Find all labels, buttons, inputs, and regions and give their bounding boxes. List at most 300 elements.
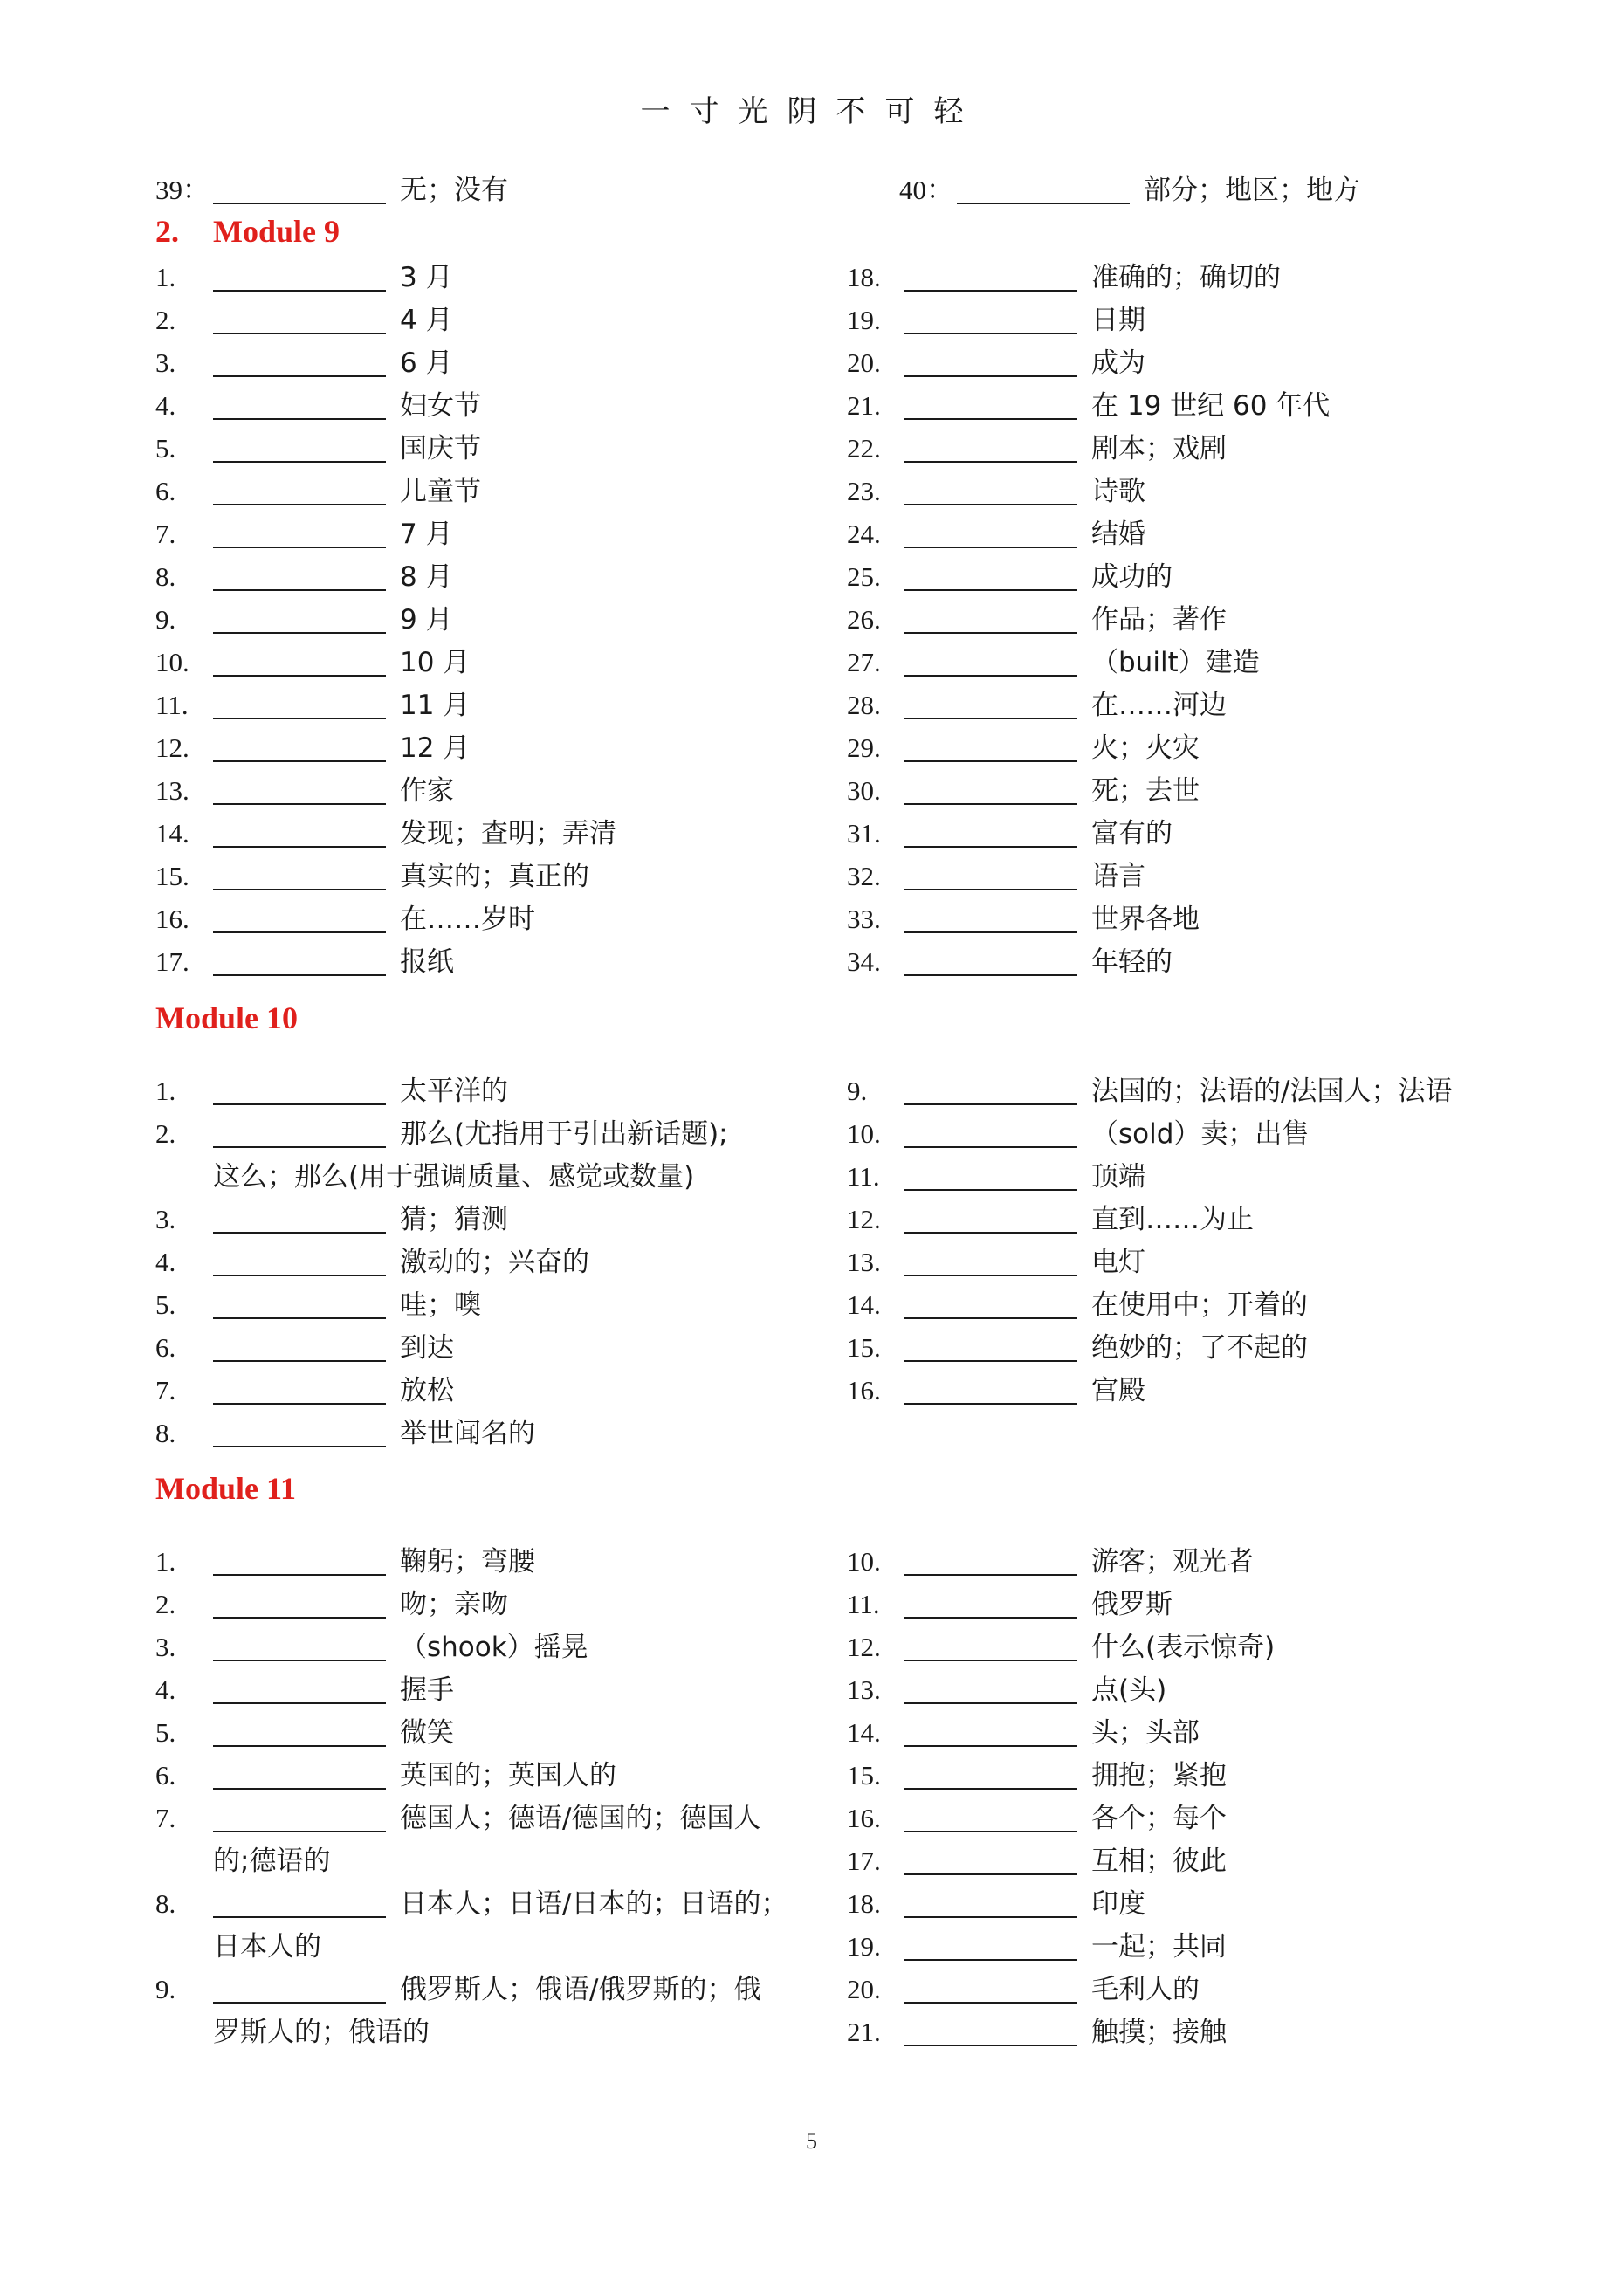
heading-number: 2. [155,214,179,249]
item-number: 1. [155,1076,176,1106]
answer-blank[interactable] [213,435,386,463]
answer-blank[interactable] [904,1804,1077,1832]
vocab-item [847,1756,1227,1795]
answer-blank[interactable] [213,1633,386,1661]
answer-blank[interactable] [904,1291,1077,1319]
item-meaning: 举世闻名的 [400,1418,535,1449]
item-meaning: 哇；噢 [400,1289,481,1321]
answer-blank[interactable] [213,1676,386,1704]
answer-blank[interactable] [904,1163,1077,1191]
item-number: 32. [847,861,881,891]
item-number: 27. [847,647,881,677]
item-meaning: 头；头部 [1091,1717,1200,1749]
item-number: 21. [847,2017,881,2047]
answer-blank[interactable] [213,1890,386,1918]
vocab-item [847,1842,1227,1880]
vocab-item [847,1928,1227,1966]
vocab-item [847,1286,1308,1324]
vocab-item [155,1970,760,2009]
vocab-item [847,772,1200,810]
item-meaning: 在……河边 [1091,690,1227,721]
vocab-item [155,772,454,810]
item-meaning: 到达 [400,1332,454,1364]
item-meaning: 俄罗斯 [1091,1589,1173,1620]
item-number: 19. [847,305,881,335]
answer-blank[interactable] [213,1548,386,1576]
item-number: 25. [847,561,881,592]
vocab-item [847,301,1145,340]
item-number: 10. [847,1546,881,1577]
item-meaning: 妇女节 [400,390,481,422]
item-number: 40： [899,175,953,205]
item-meaning: 6 月 [400,347,453,379]
item-meaning: 成为 [1091,347,1145,379]
item-meaning: 顶端 [1091,1161,1145,1193]
answer-blank[interactable] [904,1633,1077,1661]
item-number: 3. [155,1204,176,1234]
answer-blank[interactable] [213,1120,386,1148]
vocab-item [847,1329,1308,1367]
module-heading [155,998,298,1038]
answer-blank[interactable] [213,1334,386,1362]
vocab-item [847,1970,1200,2009]
answer-blank[interactable] [213,948,386,976]
vocab-item [155,943,454,981]
item-number: 16. [155,904,189,934]
vocab-item [155,1243,589,1282]
item-meaning: 印度 [1091,1888,1145,1920]
item-meaning: 结婚 [1091,519,1145,550]
item-meaning: 猜；猜测 [400,1204,508,1235]
answer-blank[interactable] [904,2018,1077,2046]
answer-blank[interactable] [904,948,1077,976]
item-number: 5. [155,1717,176,1748]
answer-blank[interactable] [213,563,386,591]
item-meaning: 宫殿 [1091,1375,1145,1406]
item-meaning: 剧本；戏剧 [1091,433,1227,464]
item-number: 15. [155,861,189,891]
item-meaning: 互相；彼此 [1091,1846,1227,1877]
item-number: 21. [847,390,881,421]
item-meaning: 报纸 [400,946,454,978]
answer-blank[interactable] [213,1248,386,1276]
item-meaning-continued: 这么；那么(用于强调质量、感觉或数量) [213,1161,695,1193]
answer-blank[interactable] [904,1976,1077,2004]
item-number: 8. [155,1418,176,1448]
item-number: 7. [155,1375,176,1406]
item-meaning: 激动的；兴奋的 [400,1247,589,1278]
answer-blank[interactable] [904,1847,1077,1875]
vocab-item [847,1628,1275,1667]
item-meaning: 11 月 [400,690,471,721]
item-number: 18. [847,1888,881,1919]
answer-blank[interactable] [213,1719,386,1747]
vocab-item [155,1414,535,1453]
page-header: 一寸光阴不可轻 [640,94,983,129]
item-meaning: 年轻的 [1091,946,1173,978]
item-number: 2. [155,305,176,335]
item-number: 20. [847,347,881,378]
vocab-item [155,515,453,553]
item-meaning: 英国的；英国人的 [400,1760,616,1791]
vocab-item [155,472,481,511]
item-meaning: 毛利人的 [1091,1974,1200,2005]
answer-blank[interactable] [213,734,386,762]
answer-blank[interactable] [213,349,386,377]
vocab-item [847,472,1145,511]
answer-blank[interactable] [904,392,1077,420]
vocab-item [847,857,1145,896]
answer-blank[interactable] [904,1762,1077,1790]
item-meaning: 国庆节 [400,433,481,464]
answer-blank[interactable] [213,777,386,805]
vocab-item [847,943,1173,981]
answer-blank[interactable] [213,478,386,505]
item-number: 3. [155,347,176,378]
vocab-item [155,558,453,596]
item-number: 17. [847,1846,881,1876]
item-number: 11. [155,690,189,720]
item-meaning: 一起；共同 [1091,1931,1227,1963]
vocab-item [847,601,1227,639]
item-number: 26. [847,604,881,635]
answer-blank[interactable] [904,734,1077,762]
item-number: 5. [155,1289,176,1320]
item-meaning: 太平洋的 [400,1076,508,1107]
item-number: 11. [847,1161,880,1192]
vocab-item [155,344,453,382]
answer-blank[interactable] [213,1420,386,1447]
vocab-item [847,1543,1254,1581]
item-meaning: 作家 [400,775,454,807]
answer-blank[interactable] [213,1804,386,1832]
vocab-item [847,1671,1166,1709]
vocab-item [155,686,470,725]
answer-blank[interactable] [213,264,386,292]
vocab-item [847,686,1227,725]
item-meaning: 触摸；接触 [1091,2017,1227,2048]
item-number: 18. [847,262,881,292]
item-meaning: 在……岁时 [400,904,535,935]
answer-blank[interactable] [904,264,1077,292]
vocab-item [847,900,1200,938]
item-meaning: 真实的；真正的 [400,861,589,892]
vocab-item [155,1585,508,1624]
answer-blank[interactable] [213,520,386,548]
vocab-item [155,1072,508,1110]
item-meaning-continued: 的;德语的 [213,1846,331,1877]
vocab-item [847,1158,1145,1196]
answer-blank[interactable] [213,1762,386,1790]
item-number: 20. [847,1974,881,2004]
answer-blank[interactable] [904,863,1077,890]
item-meaning: 放松 [400,1375,454,1406]
vocab-item [155,301,453,340]
vocab-item [847,1200,1254,1239]
item-meaning-continued: 罗斯人的；俄语的 [213,2017,430,2048]
item-number: 4. [155,1247,176,1277]
vocab-item [155,1543,535,1581]
answer-blank[interactable] [904,520,1077,548]
vocab-item [155,258,453,297]
item-meaning: 直到……为止 [1091,1204,1254,1235]
item-number: 31. [847,818,881,849]
item-meaning: 日期 [1091,305,1145,336]
vocab-item [155,387,481,425]
item-meaning: 火；火灾 [1091,732,1200,764]
vocab-item [155,1885,787,1923]
vocab-item [155,1671,454,1709]
vocab-item [155,1329,454,1367]
answer-blank[interactable] [213,306,386,334]
item-number: 19. [847,1931,881,1962]
vocab-item [847,2013,1227,2052]
item-meaning: 富有的 [1091,818,1173,849]
item-number: 14. [847,1717,881,1748]
item-meaning: 点(头) [1091,1674,1167,1706]
vocab-item [155,1200,508,1239]
item-meaning: 发现；查明；弄清 [400,818,616,849]
answer-blank[interactable] [904,1334,1077,1362]
item-meaning: 成功的 [1091,561,1173,593]
answer-blank[interactable] [904,606,1077,634]
answer-blank[interactable] [213,392,386,420]
vocab-item [155,1714,454,1752]
item-number: 5. [155,433,176,464]
answer-blank[interactable] [904,1933,1077,1961]
vocab-item [155,729,470,767]
answer-blank[interactable] [904,349,1077,377]
answer-blank[interactable] [213,649,386,677]
answer-blank[interactable] [904,1120,1077,1148]
answer-blank[interactable] [213,1976,386,2004]
item-number: 9. [155,1974,176,2004]
item-number: 34. [847,946,881,977]
vocab-item [847,1799,1227,1838]
vocab-item [155,900,535,938]
item-number: 12. [847,1632,881,1662]
item-number: 11. [847,1589,880,1619]
vocab-item [847,729,1200,767]
vocab-item [847,258,1281,297]
answer-blank[interactable] [904,478,1077,505]
vocab-item [155,857,589,896]
item-meaning: 8 月 [400,561,453,593]
module-heading [155,211,340,251]
vocab-item [155,815,616,853]
module-heading [155,1468,296,1509]
item-number: 6. [155,1760,176,1791]
item-meaning: 7 月 [400,519,453,550]
item-number: 13. [847,1674,881,1705]
page-number: 5 [806,2128,817,2154]
item-meaning: 那么(尤指用于引出新话题); [400,1118,728,1150]
item-number: 28. [847,690,881,720]
item-meaning: 部分；地区；地方 [1144,175,1360,206]
item-number: 10. [847,1118,881,1149]
item-meaning: 世界各地 [1091,904,1200,935]
item-number: 33. [847,904,881,934]
vocab-item [847,1371,1145,1410]
item-number: 10. [155,647,189,677]
item-meaning: 在 19 世纪 60 年代 [1091,390,1331,422]
vocab-item [847,1585,1173,1624]
answer-blank[interactable] [904,306,1077,334]
answer-blank[interactable] [904,1077,1077,1105]
vocab-item [155,601,453,639]
answer-blank[interactable] [213,176,386,204]
item-number: 7. [155,519,176,549]
item-number: 1. [155,262,176,292]
answer-blank[interactable] [904,905,1077,933]
item-meaning: 德国人；德语/德国的；德国人 [400,1803,761,1834]
answer-blank[interactable] [904,691,1077,719]
vocab-item [847,643,1260,682]
vocab-item [847,1115,1309,1153]
answer-blank[interactable] [213,1077,386,1105]
vocab-item [155,1799,760,1838]
item-meaning: 绝妙的；了不起的 [1091,1332,1308,1364]
answer-blank[interactable] [213,1591,386,1619]
item-number: 14. [155,818,189,849]
item-meaning: （built）建造 [1091,647,1260,678]
vocab-item [847,387,1330,425]
item-number: 6. [155,476,176,506]
answer-blank[interactable] [957,176,1130,204]
item-number: 8. [155,1888,176,1919]
item-number: 4. [155,1674,176,1705]
item-number: 13. [155,775,189,806]
vocab-item [155,1286,481,1324]
item-number: 12. [155,732,189,763]
item-meaning: 死；去世 [1091,775,1200,807]
item-meaning: 9 月 [400,604,453,636]
vocab-item [847,515,1145,553]
item-number: 15. [847,1760,881,1791]
item-meaning: 日本人；日语/日本的；日语的； [400,1888,788,1920]
item-meaning: （shook）摇晃 [400,1632,588,1663]
item-meaning: 无；没有 [400,175,508,206]
item-number: 23. [847,476,881,506]
item-meaning: 语言 [1091,861,1145,892]
answer-blank[interactable] [213,820,386,848]
item-meaning: 电灯 [1091,1247,1145,1278]
item-meaning: 俄罗斯人；俄语/俄罗斯的；俄 [400,1974,761,2005]
item-meaning: 10 月 [400,647,471,678]
item-number: 13. [847,1247,881,1277]
answer-blank[interactable] [904,1676,1077,1704]
item-meaning: 鞠躬；弯腰 [400,1546,535,1578]
module-title: Module 11 [155,1471,297,1506]
item-meaning: 吻；亲吻 [400,1589,508,1620]
answer-blank[interactable] [213,1206,386,1234]
item-number: 16. [847,1375,881,1406]
item-number: 17. [155,946,189,977]
item-number: 7. [155,1803,176,1833]
vocab-item [847,558,1173,596]
item-meaning: 拥抱；紧抱 [1091,1760,1227,1791]
item-number: 1. [155,1546,176,1577]
vocab-item [155,430,481,468]
answer-blank[interactable] [213,1291,386,1319]
vocab-item [155,1628,588,1667]
item-number: 15. [847,1332,881,1363]
item-number: 2. [155,1118,176,1149]
item-meaning: 游客；观光者 [1091,1546,1254,1578]
vocab-item [899,171,1360,210]
item-meaning: 儿童节 [400,476,481,507]
item-number: 9. [847,1076,868,1106]
answer-blank[interactable] [904,777,1077,805]
item-number: 12. [847,1204,881,1234]
item-meaning: 准确的；确切的 [1091,262,1281,293]
answer-blank[interactable] [904,1206,1077,1234]
item-number: 2. [155,1589,176,1619]
vocab-item [847,815,1173,853]
item-number: 39： [155,175,210,205]
item-number: 9. [155,604,176,635]
item-number: 29. [847,732,881,763]
answer-blank[interactable] [904,435,1077,463]
answer-blank[interactable] [213,1377,386,1405]
answer-blank[interactable] [904,1719,1077,1747]
item-number: 3. [155,1632,176,1662]
answer-blank[interactable] [213,691,386,719]
item-meaning: 各个；每个 [1091,1803,1227,1834]
item-meaning: （sold）卖；出售 [1091,1118,1310,1150]
answer-blank[interactable] [904,1377,1077,1405]
item-number: 8. [155,561,176,592]
item-meaning: 握手 [400,1674,454,1706]
item-number: 30. [847,775,881,806]
item-meaning: 什么(表示惊奇) [1091,1632,1276,1663]
item-number: 24. [847,519,881,549]
vocab-item [155,1115,728,1153]
vocab-item [155,643,470,682]
vocab-item [847,1714,1200,1752]
answer-blank[interactable] [904,1248,1077,1276]
answer-blank[interactable] [904,649,1077,677]
vocab-item [155,171,508,210]
answer-blank[interactable] [213,905,386,933]
answer-blank[interactable] [904,1548,1077,1576]
vocab-item [847,344,1145,382]
item-meaning: 诗歌 [1091,476,1145,507]
item-meaning: 法国的；法语的/法国人；法语 [1091,1076,1453,1107]
vocab-item [155,1756,616,1795]
answer-blank[interactable] [213,606,386,634]
item-meaning: 4 月 [400,305,453,336]
item-number: 6. [155,1332,176,1363]
item-meaning-continued: 日本人的 [213,1931,321,1963]
item-meaning: 微笑 [400,1717,454,1749]
answer-blank[interactable] [904,820,1077,848]
item-number: 22. [847,433,881,464]
item-number: 4. [155,390,176,421]
vocab-item [847,1072,1452,1110]
answer-blank[interactable] [213,863,386,890]
item-meaning: 3 月 [400,262,453,293]
item-meaning: 12 月 [400,732,471,764]
vocab-item [155,1371,454,1410]
answer-blank[interactable] [904,563,1077,591]
module-title: Module 9 [213,214,340,249]
answer-blank[interactable] [904,1890,1077,1918]
vocab-item [847,1885,1145,1923]
item-number: 14. [847,1289,881,1320]
item-meaning: 作品；著作 [1091,604,1227,636]
answer-blank[interactable] [904,1591,1077,1619]
